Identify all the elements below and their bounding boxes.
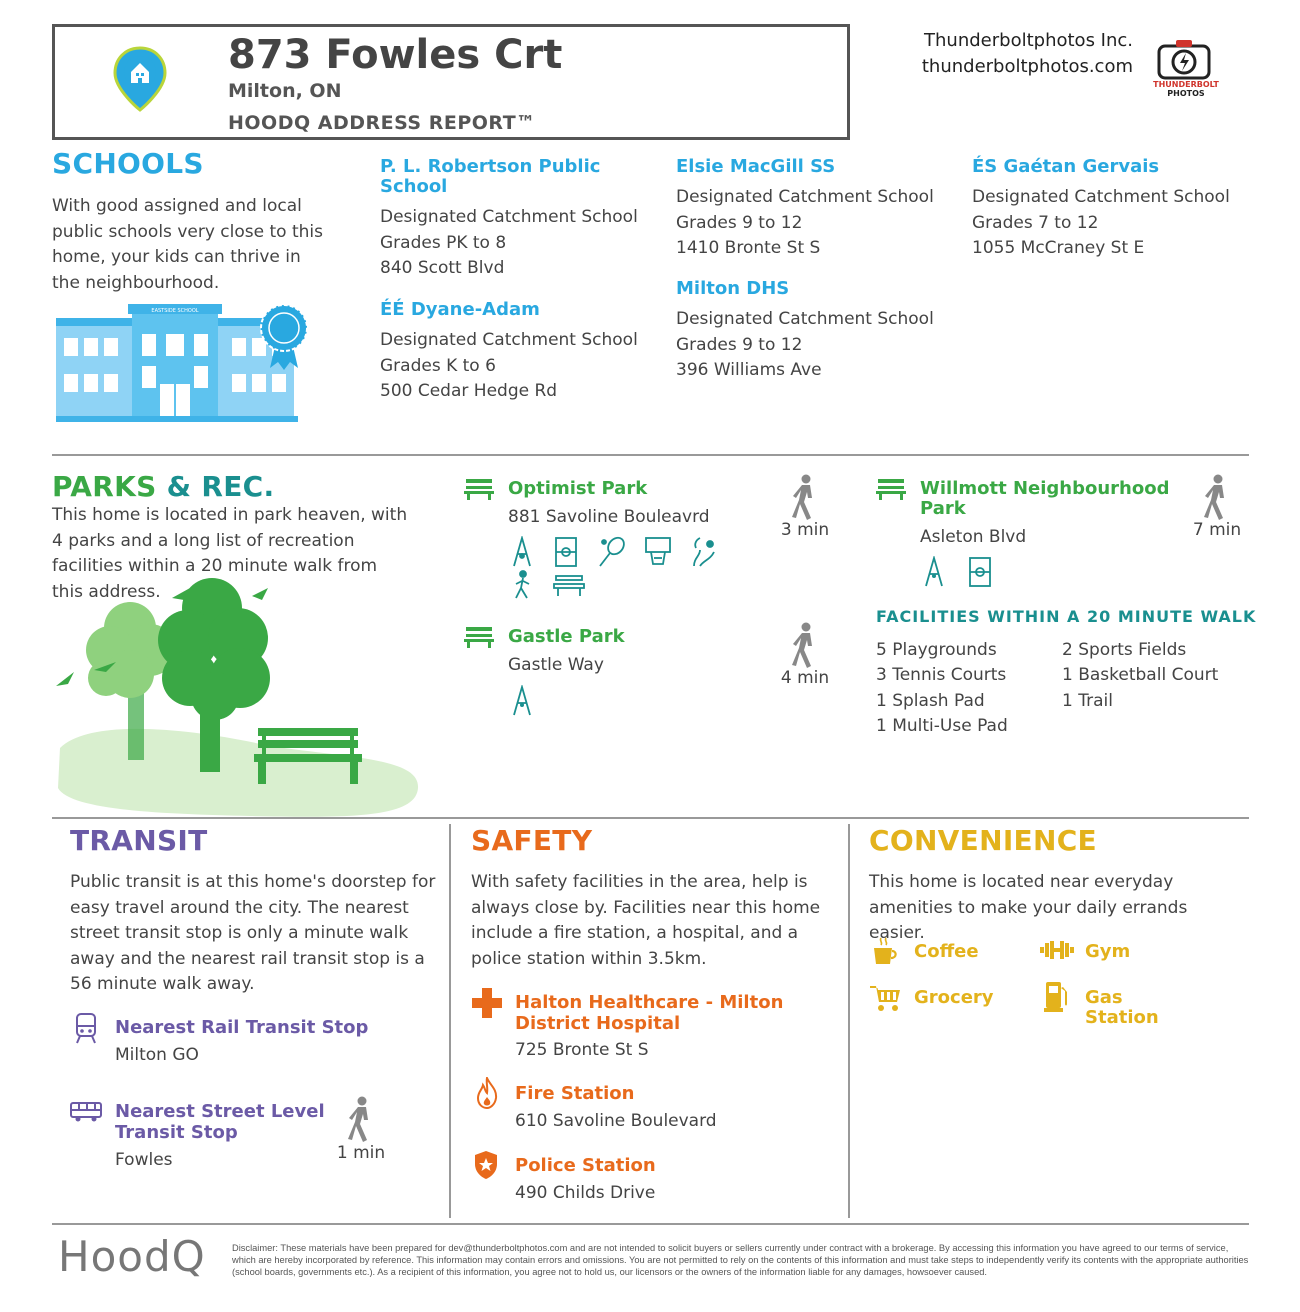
bus-icon <box>70 1102 102 1122</box>
map-pin-icon <box>112 46 168 112</box>
transit-title: TRANSIT <box>70 824 208 857</box>
bench-icon <box>464 478 494 500</box>
report-label: HOODQ ADDRESS REPORT™ <box>228 112 536 134</box>
park-address: Gastle Way <box>508 655 604 675</box>
school-address: 396 Williams Ave <box>676 360 822 380</box>
gym-icon <box>1040 940 1074 960</box>
camera-logo-icon <box>1156 38 1212 82</box>
multi-use-pad-icon <box>556 576 582 580</box>
playground-icon <box>926 558 942 586</box>
school-type: Designated Catchment School <box>380 207 638 227</box>
park-3-amenity-icons <box>922 556 1002 590</box>
walking-person-icon <box>1202 474 1232 520</box>
facility-item: 3 Tennis Courts <box>876 665 1007 685</box>
park-name[interactable]: Willmott Neighbourhood Park <box>920 478 1170 519</box>
train-icon <box>74 1012 98 1044</box>
trail-icon <box>520 571 526 577</box>
safety-description: With safety facilities in the area, help is always close by. Facilities near this home include a fire station, a hospital, and a police station within 3.5km. <box>471 872 821 969</box>
column-divider <box>848 824 850 1218</box>
walking-person-icon <box>346 1096 376 1142</box>
amenity-name: Gas Station <box>1085 987 1159 1028</box>
facilities-title: FACILITIES WITHIN A 20 MINUTE WALK <box>876 607 1257 626</box>
school-address: 1410 Bronte St S <box>676 238 821 258</box>
safety-address: 725 Bronte St S <box>515 1040 649 1060</box>
facility-item: 1 Multi-Use Pad <box>876 716 1008 736</box>
school-grades: Grades 9 to 12 <box>676 334 803 355</box>
school-card <box>380 300 650 405</box>
safety-address: 610 Savoline Boulevard <box>515 1111 717 1131</box>
rail-stop-value[interactable]: Milton GO <box>115 1045 199 1065</box>
hoodq-logo: HoodQ <box>58 1232 206 1281</box>
street-stop-label: Nearest Street Level Transit Stop <box>115 1101 325 1143</box>
facility-item: 2 Sports Fields <box>1062 640 1187 660</box>
school-name[interactable]: P. L. Robertson Public School <box>380 156 601 197</box>
park-walk-time: 4 min <box>780 668 830 688</box>
walking-person-icon <box>790 474 820 520</box>
convenience-description: This home is located near everyday amenities to make your daily errands easier. <box>869 872 1188 943</box>
school-card <box>676 157 946 262</box>
brand-site[interactable]: thunderboltphotos.com <box>921 56 1133 77</box>
column-divider <box>449 824 451 1218</box>
park-address: 881 Savoline Bouleavrd <box>508 507 710 527</box>
school-card <box>380 157 650 282</box>
amenity-name: Coffee <box>914 941 979 962</box>
address-title: 873 Fowles Crt <box>228 32 563 78</box>
school-name[interactable]: ÉS Gaétan Gervais <box>972 156 1160 177</box>
park-1-amenity-icons <box>510 536 720 600</box>
safety-name[interactable]: Fire Station <box>515 1083 635 1104</box>
school-card <box>972 157 1242 262</box>
coffee-icon <box>872 936 898 966</box>
safety-title: SAFETY <box>471 824 593 857</box>
street-stop-walk-time: 1 min <box>336 1143 386 1163</box>
grocery-cart-icon <box>870 984 902 1012</box>
school-type: Designated Catchment School <box>380 330 638 350</box>
school-type: Designated Catchment School <box>972 187 1230 207</box>
park-illustration-icon <box>50 578 422 820</box>
brand-logo-text: THUNDERBOLT PHOTOS <box>1153 80 1219 98</box>
amenity-name: Grocery <box>914 987 994 1008</box>
parks-description: This home is located in park heaven, with 4 parks and a long list of recreation facilities within a 20 minute walk from this address. <box>52 505 408 602</box>
fire-icon <box>476 1077 498 1109</box>
school-type: Designated Catchment School <box>676 309 934 329</box>
facility-item: 1 Basketball Court <box>1062 665 1219 685</box>
park-name[interactable]: Gastle Park <box>508 626 625 647</box>
school-grades: Grades PK to 8 <box>380 232 507 253</box>
facility-item: 1 Splash Pad <box>876 691 985 711</box>
section-divider <box>52 817 1249 819</box>
school-grades: Grades K to 6 <box>380 355 496 376</box>
convenience-title: CONVENIENCE <box>869 824 1097 857</box>
street-stop-value[interactable]: Fowles <box>115 1150 173 1170</box>
school-address: 840 Scott Blvd <box>380 258 505 278</box>
park-name[interactable]: Optimist Park <box>508 478 648 499</box>
schools-title: SCHOOLS <box>52 147 204 180</box>
parks-title: PARKS & REC. <box>52 470 275 503</box>
school-name[interactable]: Milton DHS <box>676 278 790 299</box>
school-address: 1055 McCraney St E <box>972 238 1145 258</box>
school-address: 500 Cedar Hedge Rd <box>380 381 558 401</box>
bench-icon <box>876 478 906 500</box>
school-name[interactable]: ÉÉ Dyane-Adam <box>380 299 540 320</box>
safety-name[interactable]: Halton Healthcare - Milton District Hospital <box>515 992 784 1034</box>
park-walk-time: 3 min <box>780 520 830 540</box>
address-city: Milton, ON <box>228 80 342 102</box>
facility-item: 1 Trail <box>1062 691 1113 711</box>
gas-pump-icon <box>1044 980 1068 1014</box>
transit-description: Public transit is at this home's doorstep for easy travel around the city. The nearest street transit stop is only a minute walk away and the nearest rail transit stop is a 56 minute walk away. <box>70 872 436 994</box>
walking-person-icon <box>790 622 820 668</box>
playground-icon <box>514 538 530 566</box>
hospital-cross-icon <box>472 988 502 1018</box>
footer-divider <box>52 1223 1249 1225</box>
basketball-icon <box>646 538 670 552</box>
park-walk-time: 7 min <box>1192 520 1242 540</box>
school-name[interactable]: Elsie MacGill SS <box>676 156 836 177</box>
school-sign: EASTSIDE SCHOOL <box>151 308 199 314</box>
safety-address: 490 Childs Drive <box>515 1183 656 1203</box>
rail-stop-label: Nearest Rail Transit Stop <box>115 1017 369 1038</box>
schools-description: With good assigned and local public schools very close to this home, your kids can thrive in the neighbourhood. <box>52 196 323 293</box>
school-card <box>676 279 946 384</box>
amenity-name: Gym <box>1085 941 1131 962</box>
facility-item: 5 Playgrounds <box>876 640 997 660</box>
police-badge-icon <box>474 1150 498 1180</box>
brand-name: Thunderboltphotos Inc. <box>924 30 1133 51</box>
section-divider <box>52 454 1249 456</box>
school-building-icon <box>56 298 314 426</box>
school-type: Designated Catchment School <box>676 187 934 207</box>
park-address: Asleton Blvd <box>920 527 1027 547</box>
disclaimer-text: Disclaimer: These materials have been prepared for dev@thunderboltphotos.com and are not intended to solicit buyers or sellers currently under contract with a brokerage. By accessing this information you have agreed to our terms of service, which are hereby incorporated by reference. This information may contain errors and omissions. You are not permitted to rely on the contents of this information and must take steps to independently verify its contents with the appropriate authorities (school boards, governments etc.). As a recipient of this information, you agree not to hold us, our licensors or the owners of the information liable for any damages, howsoever caused. <box>232 1243 1249 1277</box>
bench-icon <box>464 626 494 648</box>
playground-icon <box>510 685 536 719</box>
school-grades: Grades 7 to 12 <box>972 212 1099 233</box>
safety-name[interactable]: Police Station <box>515 1155 656 1176</box>
school-grades: Grades 9 to 12 <box>676 212 803 233</box>
